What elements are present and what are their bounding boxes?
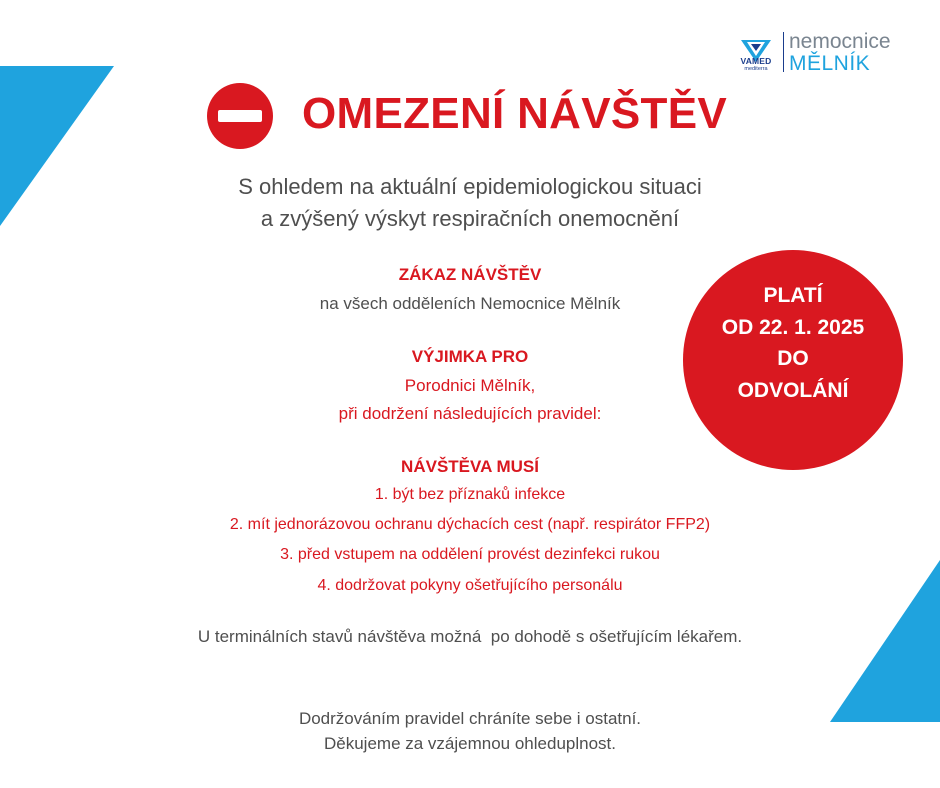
- intro-line-1: S ohledem na aktuální epidemiologickou situaci: [238, 174, 702, 199]
- no-entry-icon: [207, 83, 273, 149]
- intro-line-2: a zvýšený výskyt respiračních onemocnění: [260, 206, 680, 231]
- logo-brand: VAMED: [740, 56, 772, 66]
- logo-brand-sub: mediterra: [744, 66, 768, 72]
- rule-item: 3. před vstupem na oddělení provést dezinfekci rukou: [280, 546, 660, 563]
- validity-line-1: PLATÍ: [763, 284, 823, 307]
- logo-name-line1: nemocnice: [789, 30, 891, 53]
- exception-heading: VÝJIMKA PRO: [411, 347, 529, 366]
- terminal-note: U terminálních stavů návštěva možná po dohodě s ošetřujícím lékařem.: [197, 627, 743, 646]
- exception-line-2: při dodržení následujících pravidel:: [338, 404, 602, 423]
- page-title: OMEZENÍ NÁVŠTĚV: [302, 89, 727, 138]
- ban-heading: ZÁKAZ NÁVŠTĚV: [398, 265, 542, 284]
- validity-line-4: ODVOLÁNÍ: [737, 379, 849, 402]
- rule-item: 2. mít jednorázovou ochranu dýchacích cest (např. respirátor FFP2): [229, 516, 711, 533]
- hospital-logo: [735, 30, 915, 80]
- rule-item: 1. být bez příznaků infekce: [374, 486, 566, 503]
- logo-name-line2: MĚLNÍK: [789, 52, 871, 75]
- validity-line-3: DO: [777, 347, 809, 370]
- logo-divider: [783, 32, 784, 72]
- validity-line-2: OD 22. 1. 2025: [721, 316, 865, 339]
- rule-item: 4. dodržovat pokyny ošetřujícího personálu: [317, 577, 623, 594]
- closing-line-2: Děkujeme za vzájemnou ohleduplnost.: [323, 734, 616, 753]
- rules-heading: NÁVŠTĚVA MUSÍ: [401, 457, 539, 476]
- closing-line-1: Dodržováním pravidel chráníte sebe i ostatní.: [298, 709, 642, 728]
- ban-text: na všech odděleních Nemocnice Mělník: [319, 294, 621, 313]
- exception-line-1: Porodnici Mělník,: [404, 376, 536, 395]
- validity-badge: [683, 250, 903, 470]
